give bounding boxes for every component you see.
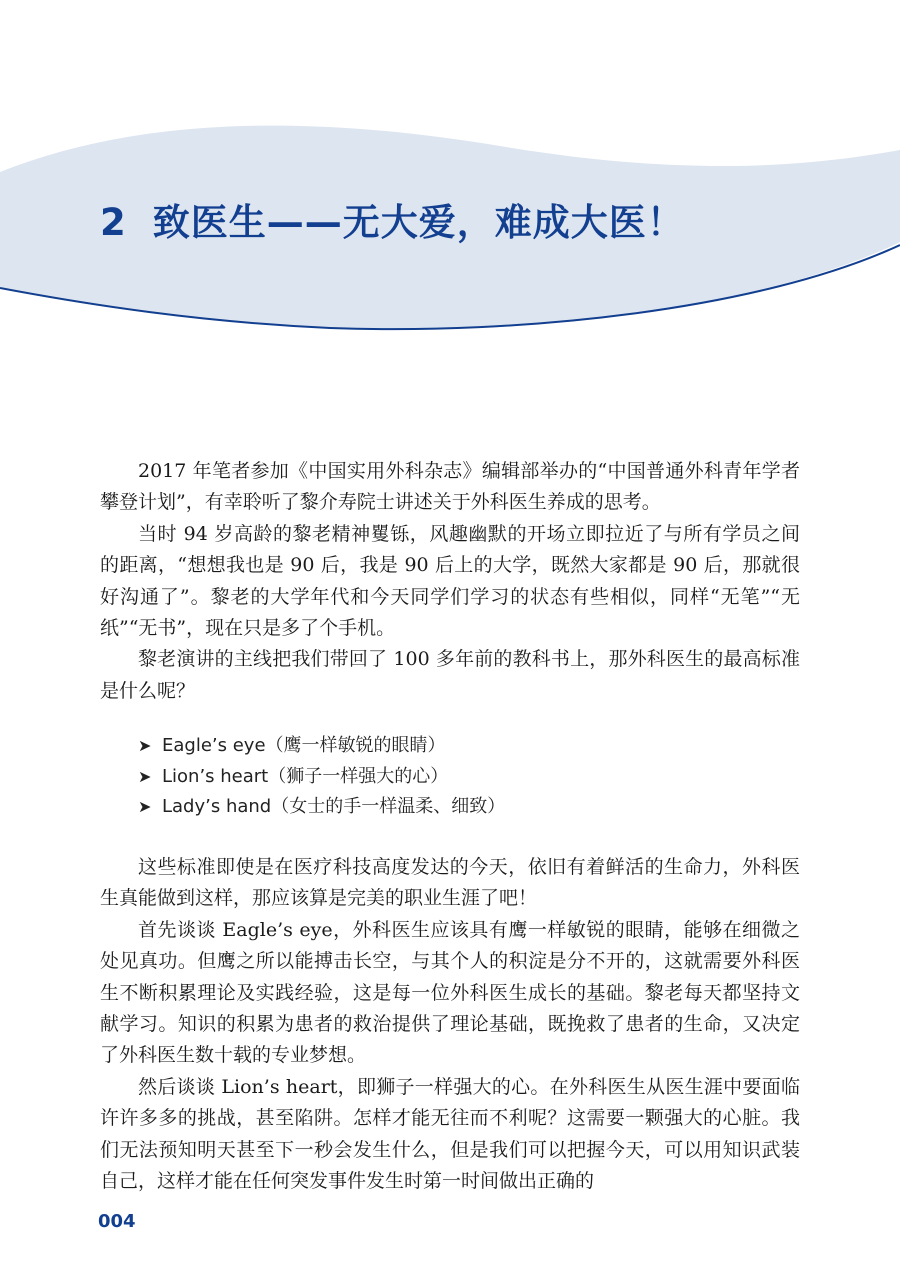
body-text-top: [100, 456, 800, 707]
chapter-title: 致医生——无大爱，难成大医！: [152, 201, 685, 244]
arrow-bullet-icon: ➤: [138, 766, 152, 786]
arrow-bullet-icon: ➤: [138, 736, 152, 755]
chapter-number: 2: [100, 201, 127, 244]
paragraph: 黎老演讲的主线把我们带回了 100 多年前的教科书上，那外科医生的最高标准是什么呢？: [100, 648, 800, 702]
list-item-text: Eagle’s eye（鹰一样敏锐的眼睛）: [162, 735, 446, 756]
paragraph: 当时 94 岁高龄的黎老精神矍铄，风趣幽默的开场立即拉近了与所有学员之间的距离，“想想我也是 90 后，我是 90 后上的大学，既然大家都是 90 后，那就很好沟通了”。黎老的大学年代和今天同学们学习的状态有些相似，同样“无笔”“无纸”“无书”，现在只是多了个手机。: [100, 522, 800, 640]
page-number: 004: [98, 1211, 136, 1232]
list-item-text: Lady’s hand（女士的手一样温柔、细致）: [162, 796, 506, 817]
paragraph: 首先谈谈 Eagle’s eye，外科医生应该具有鹰一样敏锐的眼睛，能够在细微之处见真功。但鹰之所以能搏击长空，与其个人的积淀是分不开的，这就需要外科医生不断积累理论及实践经验，这是每一位外科医生成长的基础。黎老每天都坚持文献学习。知识的积累为患者的救治提供了理论基础，既挽救了患者的生命，又决定了外科医生数十载的专业梦想。: [100, 918, 800, 1067]
arrow-bullet-icon: ➤: [138, 797, 152, 816]
criteria-list: [138, 731, 505, 823]
chapter-heading: [100, 192, 685, 246]
list-item: [138, 792, 505, 823]
paragraph: 2017 年笔者参加《中国实用外科杂志》编辑部举办的“中国普通外科青年学者攀登计划”，有幸聆听了黎介寿院士讲述关于外科医生养成的思考。: [100, 460, 800, 514]
body-text-bottom: [100, 852, 800, 1197]
list-item-text: Lion’s heart（狮子一样强大的心）: [162, 765, 449, 787]
list-item: [138, 762, 505, 793]
paragraph: 然后谈谈 Lion’s heart，即狮子一样强大的心。在外科医生从医生涯中要面临许许多多的挑战，甚至陷阱。怎样才能无往而不利呢？这需要一颗强大的心脏。我们无法预知明天甚至下一秒会发生什么，但是我们可以把握今天，可以用知识武装自己，这样才能在任何突发事件发生时第一时间做出正确的: [100, 1075, 800, 1193]
paragraph: 这些标准即使是在医疗科技高度发达的今天，依旧有着鲜活的生命力，外科医生真能做到这样，那应该算是完美的职业生涯了吧！: [100, 856, 800, 910]
list-item: [138, 731, 505, 762]
header-wave-banner: [0, 0, 900, 360]
